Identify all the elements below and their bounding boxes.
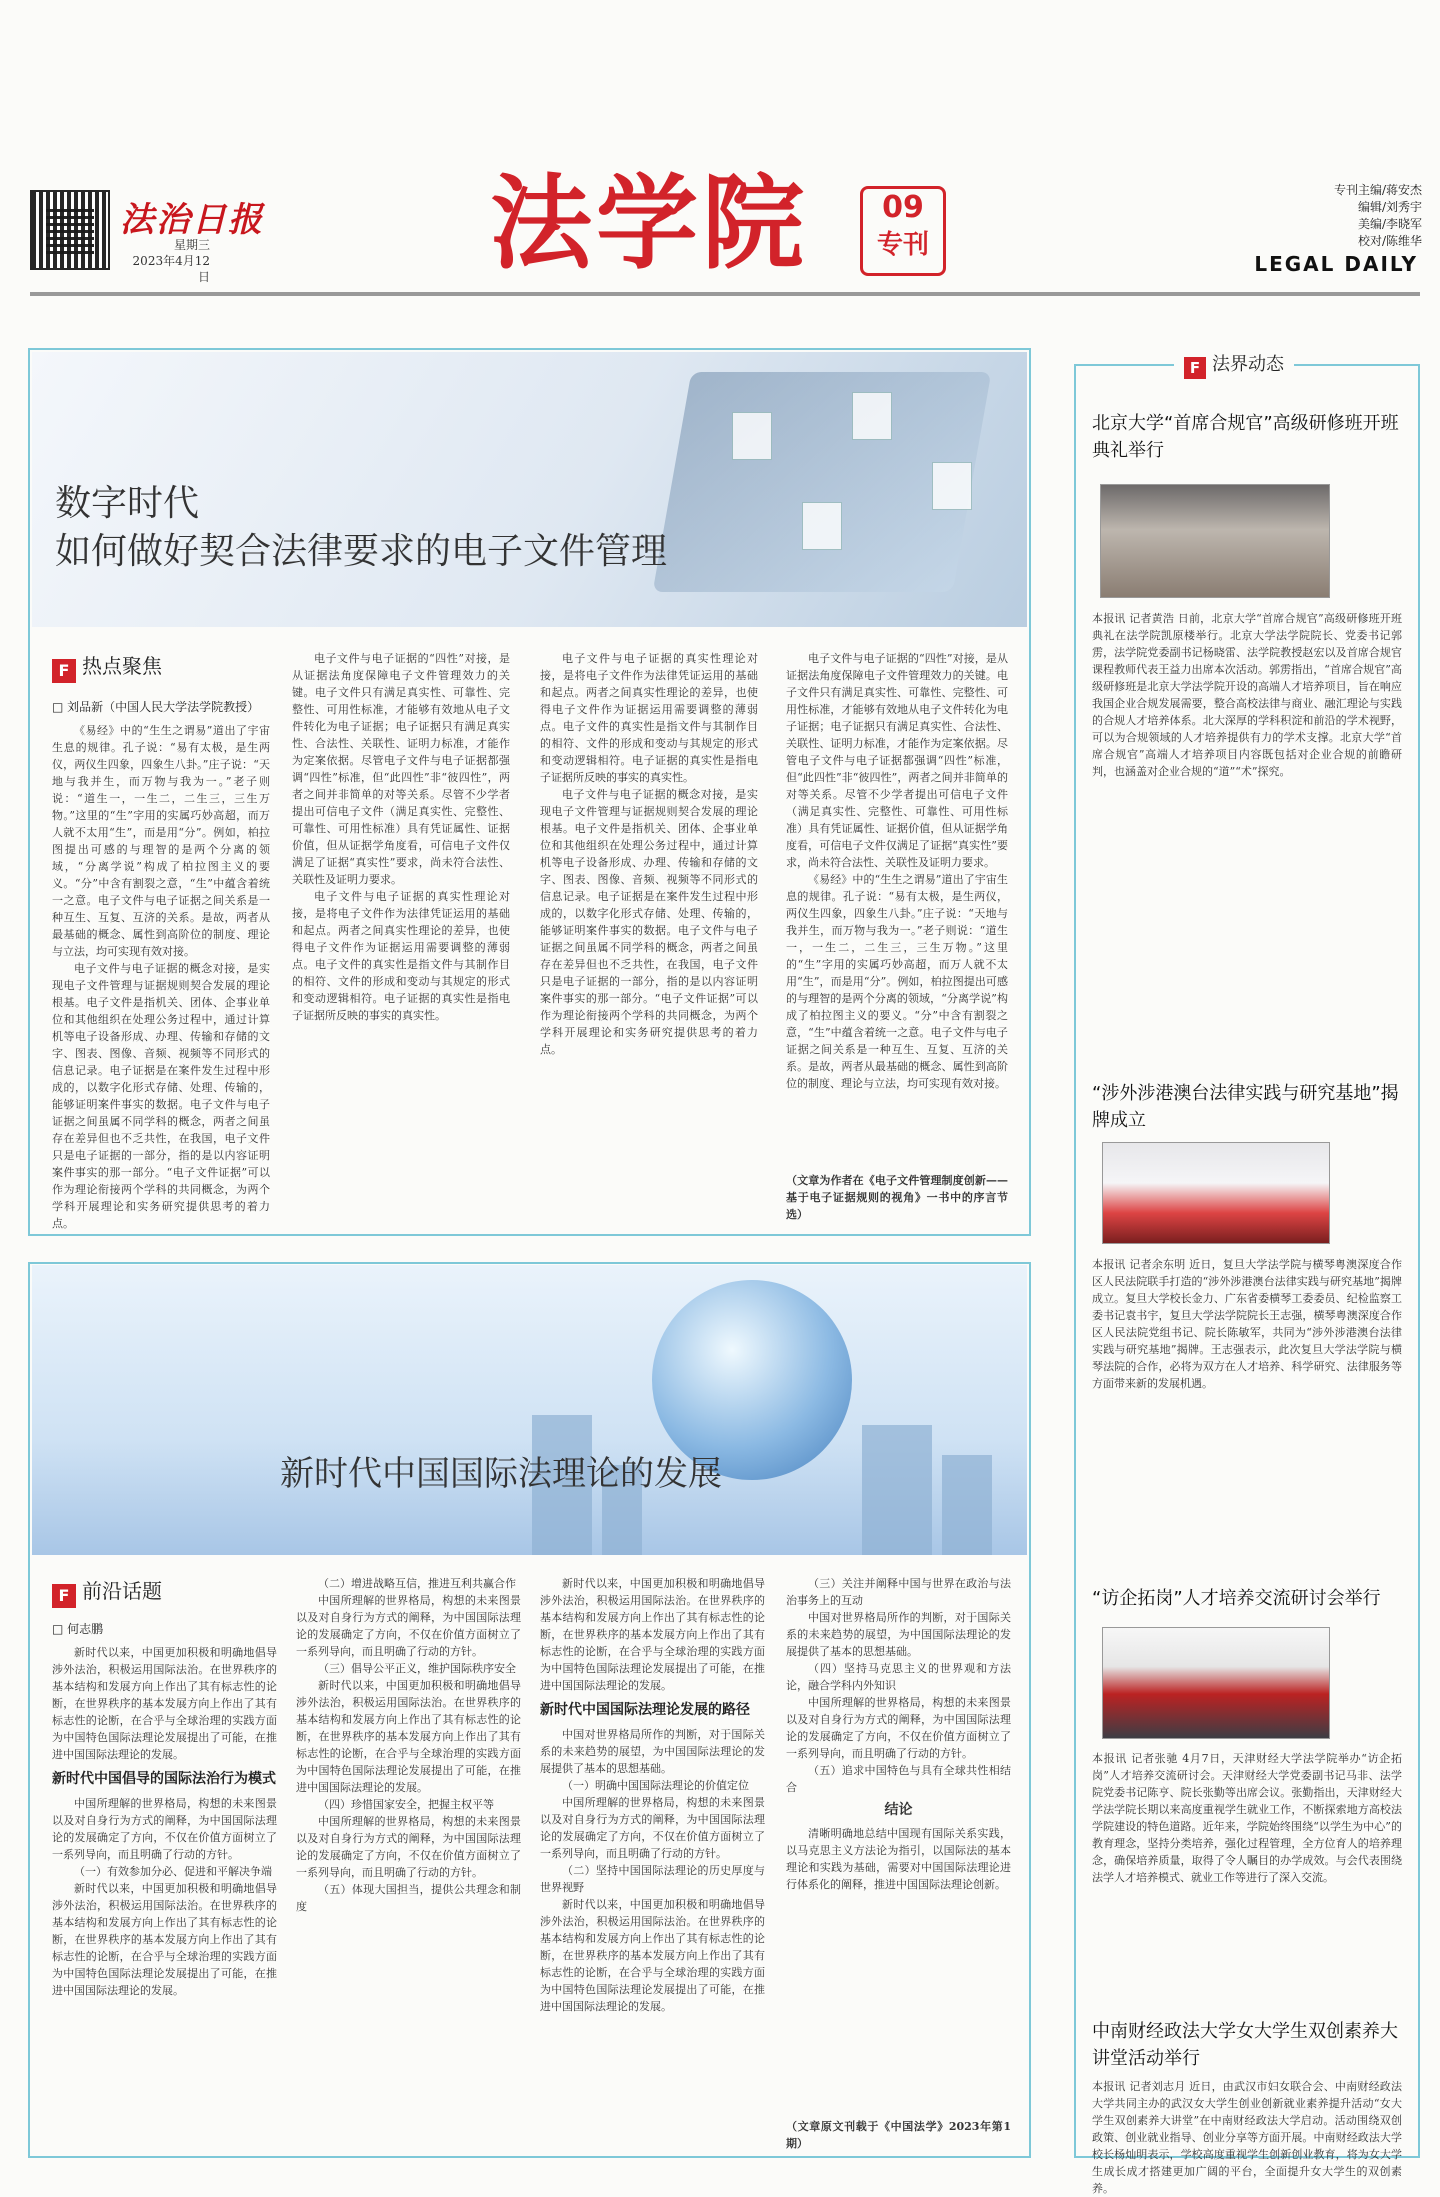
column-icon: F [1184, 357, 1206, 379]
sidebar-item-body: 本报讯 记者刘志月 近日，由武汉市妇女联合会、中南财经政法大学共同主办的武汉女大学生创业创新就业素养提升活动“女大学生双创素养大讲堂”在中南财经政法大学启动。活动围绕双创政策、创业就业指导、创业分享等方面开展。中南财经政法大学校长杨灿明表示，学校高度重视学生创新创业教育，将为女大学生成长成才搭建更加广阔的平台，全面提升女大学生的双创素养。 [1092, 2080, 1402, 2195]
article1-title-line1: 数字时代 [55, 483, 200, 524]
article2-title: 新时代中国国际法理论的发展 [280, 1454, 722, 1494]
article2-column-4: （三）关注并阐释中国与世界在政治与法治事务上的互动 中国对世界格局所作的判断，对于国际关系的未来趋势的展望，为中国国际法理论的发展提供了基本的思想基础。 （四）坚持马克思主义的世界观和方法论，融合学科内外知识 中国所理解的世界格局，构想的未来图景以及对自身行为方式的阐释，为中国国际法理论的发展确定了方向，不仅在价值方面树立了一系列导向，而且明确了行动的方针。 （五）追求中国特色与具有全球共性相结合 结论 清晰明确地总结中国现有国际关系实践，以马克思主义方法论为指引，以国际法的基本理论和实践为基础，需要对中国国际法理论进行体系化的阐释，推进中国国际法理论创新。 [786, 1577, 1011, 1891]
article1-column-2: 电子文件与电子证据的“四性”对接，是从证据法角度保障电子文件管理效力的关键。电子文件只有满足真实性、可靠性、完整性、可用性标准，才能够有效地从电子文件转化为电子证据；电子证据只有满足真实性、合法性、关联性、证明力标准，才能作为定案依据。尽管电子文件与电子证据都强调“四性”标准，但“此四性”非“彼四性”，两者之间并非简单的对等关系。尽管不少学者提出可信电子文件（满足真实性、完整性、可靠性、可用性标准）具有凭证属性、证据价值，但从证据学角度看，可信电子文件仅满足了证据“真实性”要求，尚未符合法性、关联性及证明力要求。 电子文件与电子证据的真实性理论对接，是将电子文件作为法律凭证运用的基础和起点。两者之间真实性理论的差异，也使得电子文件作为证据运用需要调整的薄弱点。电子文件的真实性是指文件与其制作目的相符、文件的形成和变动与其规定的形式和变动逻辑相符。电子证据的真实性是指电子证据所反映的事实的真实性。 [292, 652, 510, 1022]
sidebar-item-title: 北京大学“首席合规官”高级研修班开班典礼举行 [1092, 413, 1399, 461]
sidebar-item-title: 中南财经政法大学女大学生双创素养大讲堂活动举行 [1092, 2021, 1398, 2069]
editor-credits [1262, 182, 1422, 250]
article2-hero-image [32, 1265, 1027, 1555]
article2-column-label: F 前沿话题 [52, 1575, 162, 1608]
editor-line: 美编/李晓军 [1357, 217, 1422, 231]
article1-column-1: 《易经》中的“生生之谓易”道出了宇宙生息的规律。孔子说：“易有太极，是生两仪，两仪生四象，四象生八卦。”庄子说：“天地与我并生，而万物与我为一。”老子则说：“道生一，一生二，二生三，三生万物。”这里的“生”字用的实属巧妙高超，而万人就不太用“生”，而是用“分”。例如，柏拉图提出可感的与理智的是两个分离的领域，“分离学说”构成了柏拉图主义的要义。“分”中含有割裂之意，“生”中蕴含着统一之意。电子文件与电子证据之间关系是一种互生、互复、互济的关系。是故，两者从最基础的概念、属性到高阶位的制度、理论与立法，均可实现有效对接。 电子文件与电子证据的概念对接，是实现电子文件管理与证据规则契合发展的理论根基。电子文件是指机关、团体、企事业单位和其他组织在处理公务过程中，通过计算机等电子设备形成、办理、传输和存储的文字、图表、图像、音频、视频等不同形式的信息记录。电子证据是在案件发生过程中形成的，以数字化形式存储、处理、传输的，能够证明案件事实的数据。电子文件与电子证据之间虽属不同学科的概念，两者之间虽存在差异但也不乏共性，在我国，电子文件只是电子证据的一部分，指的是以内容证明案件事实的那一部分。“电子文件证据”可以作为理论衔接两个学科的共同概念，为两个学科开展理论和实务研究提供思考的着力点。 [52, 724, 270, 1230]
issue-label: 专刊 [876, 230, 929, 260]
editor-line: 专刊主编/蒋安杰 [1333, 183, 1422, 197]
column-icon: F [52, 1584, 76, 1608]
article2-column-3: 新时代以来，中国更加积极和明确地倡导涉外法治，积极运用国际法治。在世界秩序的基本结构和发展方向上作出了其有标志性的论断，在世界秩序的基本发展方向上作出了其有标志性的论断，在合乎与全球治理的实践方面为中国特色国际法理论发展提出了可能，在推进中国国际法理论的发展。 新时代中国国际法理论发展的路径 中国对世界格局所作的判断，对于国际关系的未来趋势的展望，为中国国际法理论的发展提供了基本的思想基础。 （一）明确中国国际法理论的价值定位 中国所理解的世界格局，构想的未来图景以及对自身行为方式的阐释，为中国国际法理论的发展确定了方向，不仅在价值方面树立了一系列导向，而且明确了行动的方针。 （二）坚持中国国际法理论的历史厚度与世界视野 新时代以来，中国更加积极和明确地倡导涉外法治，积极运用国际法治。在世界秩序的基本结构和发展方向上作出了其有标志性的论断，在世界秩序的基本发展方向上作出了其有标志性的论断，在合乎与全球治理的实践方面为中国特色国际法理论发展提出了可能，在推进中国国际法理论的发展。 [540, 1577, 765, 2013]
article2-subhead: 新时代中国国际法理论发展的路径 [540, 1702, 750, 1718]
english-name: LEGAL DAILY [1254, 252, 1418, 276]
article1-column-4: 电子文件与电子证据的“四性”对接，是从证据法角度保障电子文件管理效力的关键。电子文件只有满足真实性、可靠性、完整性、可用性标准，才能够有效地从电子文件转化为电子证据；电子证据只有满足真实性、合法性、关联性、证明力标准，才能作为定案依据。尽管电子文件与电子证据都强调“四性”标准，但“此四性”非“彼四性”，两者之间并非简单的对等关系。尽管不少学者提出可信电子文件（满足真实性、完整性、可靠性、可用性标准）具有凭证属性、证据价值，但从证据学角度看，可信电子文件仅满足了证据“真实性”要求，尚未符合法性、关联性及证明力要求。 《易经》中的“生生之谓易”道出了宇宙生息的规律。孔子说：“易有太极，是生两仪，两仪生四象，四象生八卦。”庄子说：“天地与我并生，而万物与我为一。”老子则说：“道生一，一生二，二生三，三生万物。”这里的“生”字用的实属巧妙高超，而万人就不太用“生”，而是用“分”。例如，柏拉图提出可感的与理智的是两个分离的领域，“分离学说”构成了柏拉图主义的要义。“分”中含有割裂之意，“生”中蕴含着统一之意。电子文件与电子证据之间关系是一种互生、互复、互济的关系。是故，两者从最基础的概念、属性到高阶位的制度、理论与立法，均可实现有效对接。 [786, 652, 1008, 1090]
column-icon: F [52, 659, 76, 683]
dateline [130, 237, 210, 285]
sidebar-item-title: “访企拓岗”人才培养交流研讨会举行 [1092, 1588, 1381, 1609]
news-photo [1102, 1142, 1330, 1244]
sidebar-header: F 法界动态 [1174, 350, 1294, 379]
section-title: 法学院 [490, 165, 808, 284]
sidebar-item-body: 本报讯 记者黄浩 日前，北京大学“首席合规官”高级研修班开班典礼在法学院凯原楼举行。北京大学法学院院长、党委书记郭雳，法学院党委副书记杨晓雷、法学院教授赵宏以及首席合规官课程教师代表王益力出席本次活动。郭雳指出，“首席合规官”高级研修班是北京大学法学院开设的高端人才培养项目，旨在响应我国企业合规发展需要，整合高校法律与商业、融汇理论与实践的合规人才培养体系。北大深厚的学科积淀和前沿的学术视野，可以为合规领域的人才培养提供有力的学术支撑。北京大学“首席合规官”高端人才培养项目内容既包括对企业合规的前瞻研判，也涵盖对企业合规的“道”“术”探究。 [1092, 612, 1402, 778]
qr-code [30, 190, 110, 270]
editor-line: 校对/陈维华 [1357, 234, 1422, 248]
article2-note: （文章原文刊载于《中国法学》2023年第1期） [786, 2120, 1011, 2150]
article1-note: （文章为作者在《电子文件管理制度创新——基于电子证据规则的视角》一书中的序言节选） [786, 1174, 1008, 1221]
news-photo [1100, 484, 1330, 598]
masthead-rule [30, 292, 1420, 296]
article2-subhead: 新时代中国倡导的国际法治行为模式 [52, 1771, 276, 1787]
news-photo [1102, 1627, 1330, 1739]
paper-name: 法治日报 [120, 200, 264, 240]
sidebar-item-title: “涉外涉港澳台法律实践与研究基地”揭牌成立 [1092, 1083, 1399, 1131]
issue-number: 09 [882, 190, 924, 225]
sidebar-item-body: 本报讯 记者余东明 近日，复旦大学法学院与横琴粤澳深度合作区人民法院联手打造的“涉外涉港澳台法律实践与研究基地”揭牌成立。复旦大学校长金力、广东省委横琴工委委员、纪检监察工委书记袁书宇，复旦大学法学院院长王志强，横琴粤澳深度合作区人民法院党组书记、院长陈敏军，共同为“涉外涉港澳台法律实践与研究基地”揭牌。王志强表示，此次复旦大学法学院与横琴法院的合作，必将为双方在人才培养、科学研究、法律服务等方面带来新的发展机遇。 [1092, 1258, 1402, 1390]
article1-column-label: F 热点聚焦 [52, 650, 162, 683]
article2-column-1: 新时代以来，中国更加积极和明确地倡导涉外法治，积极运用国际法治。在世界秩序的基本结构和发展方向上作出了其有标志性的论断，在世界秩序的基本发展方向上作出了其有标志性的论断，在合乎与全球治理的实践方面为中国特色国际法理论发展提出了可能，在推进中国国际法理论的发展。 新时代中国倡导的国际法治行为模式 中国所理解的世界格局，构想的未来图景以及对自身行为方式的阐释，为中国国际法理论的发展确定了方向，不仅在价值方面树立了一系列导向，而且明确了行动的方针。 （一）有效参加分必、促进和平解决争端 新时代以来，中国更加积极和明确地倡导涉外法治，积极运用国际法治。在世界秩序的基本结构和发展方向上作出了其有标志性的论断，在世界秩序的基本发展方向上作出了其有标志性的论断，在合乎与全球治理的实践方面为中国特色国际法理论发展提出了可能，在推进中国国际法理论的发展。 [52, 1646, 277, 1997]
article1-title [55, 480, 667, 576]
date: 2023年4月12日 [132, 254, 210, 284]
article1-title-line2: 如何做好契合法律要求的电子文件管理 [55, 531, 668, 572]
article2-column-2: （二）增进战略互信，推进互利共赢合作 中国所理解的世界格局，构想的未来图景以及对自身行为方式的阐释，为中国国际法理论的发展确定了方向，不仅在价值方面树立了一系列导向，而且明确了行动的方针。 （三）倡导公平正义，维护国际秩序安全 新时代以来，中国更加积极和明确地倡导涉外法治，积极运用国际法治。在世界秩序的基本结构和发展方向上作出了其有标志性的论断，在世界秩序的基本发展方向上作出了其有标志性的论断，在合乎与全球治理的实践方面为中国特色国际法理论发展提出了可能，在推进中国国际法理论的发展。 （四）珍惜国家安全，把握主权平等 中国所理解的世界格局，构想的未来图景以及对自身行为方式的阐释，为中国国际法理论的发展确定了方向，不仅在价值方面树立了一系列导向，而且明确了行动的方针。 （五）体现大国担当，提供公共理念和制度 [296, 1577, 521, 1913]
issue-badge [860, 186, 946, 276]
weekday: 星期三 [173, 238, 210, 252]
editor-line: 编辑/刘秀宇 [1357, 200, 1422, 214]
sidebar-item-body: 本报讯 记者张驰 4月7日，天津财经大学法学院举办“访企拓岗”人才培养交流研讨会。天津财经大学党委副书记马非、法学院党委书记陈亨、院长张勤等出席会议。张勤指出，天津财经大学法学院长期以来高度重视学生就业工作，不断探索地方高校法学院建设的特色道路。近年来，学院始终围绕“以学生为中心”的教育理念，坚持分类培养，强化过程管理，全方位育人的培养理念，确保培养质量，取得了令人瞩目的办学成效。与会代表围绕法学人才培养模式、就业工作等进行了深入交流。 [1092, 1752, 1402, 1884]
article2-conclusion-head: 结论 [884, 1802, 913, 1818]
article2-byline: □ 何志鹏 [52, 1622, 104, 1636]
article1-column-3: 电子文件与电子证据的真实性理论对接，是将电子文件作为法律凭证运用的基础和起点。两者之间真实性理论的差异，也使得电子文件作为证据运用需要调整的薄弱点。电子文件的真实性是指文件与其制作目的相符、文件的形成和变动与其规定的形式和变动逻辑相符。电子证据的真实性是指电子证据所反映的事实的真实性。 电子文件与电子证据的概念对接，是实现电子文件管理与证据规则契合发展的理论根基。电子文件是指机关、团体、企事业单位和其他组织在处理公务过程中，通过计算机等电子设备形成、办理、传输和存储的文字、图表、图像、音频、视频等不同形式的信息记录。电子证据是在案件发生过程中形成的，以数字化形式存储、处理、传输的，能够证明案件事实的数据。电子文件与电子证据之间虽属不同学科的概念，两者之间虽存在差异但也不乏共性，在我国，电子文件只是电子证据的一部分，指的是以内容证明案件事实的那一部分。“电子文件证据”可以作为理论衔接两个学科的共同概念，为两个学科开展理论和实务研究提供思考的着力点。 [540, 652, 758, 1056]
article1-byline: □ 刘品新（中国人民大学法学院教授） [52, 700, 260, 714]
